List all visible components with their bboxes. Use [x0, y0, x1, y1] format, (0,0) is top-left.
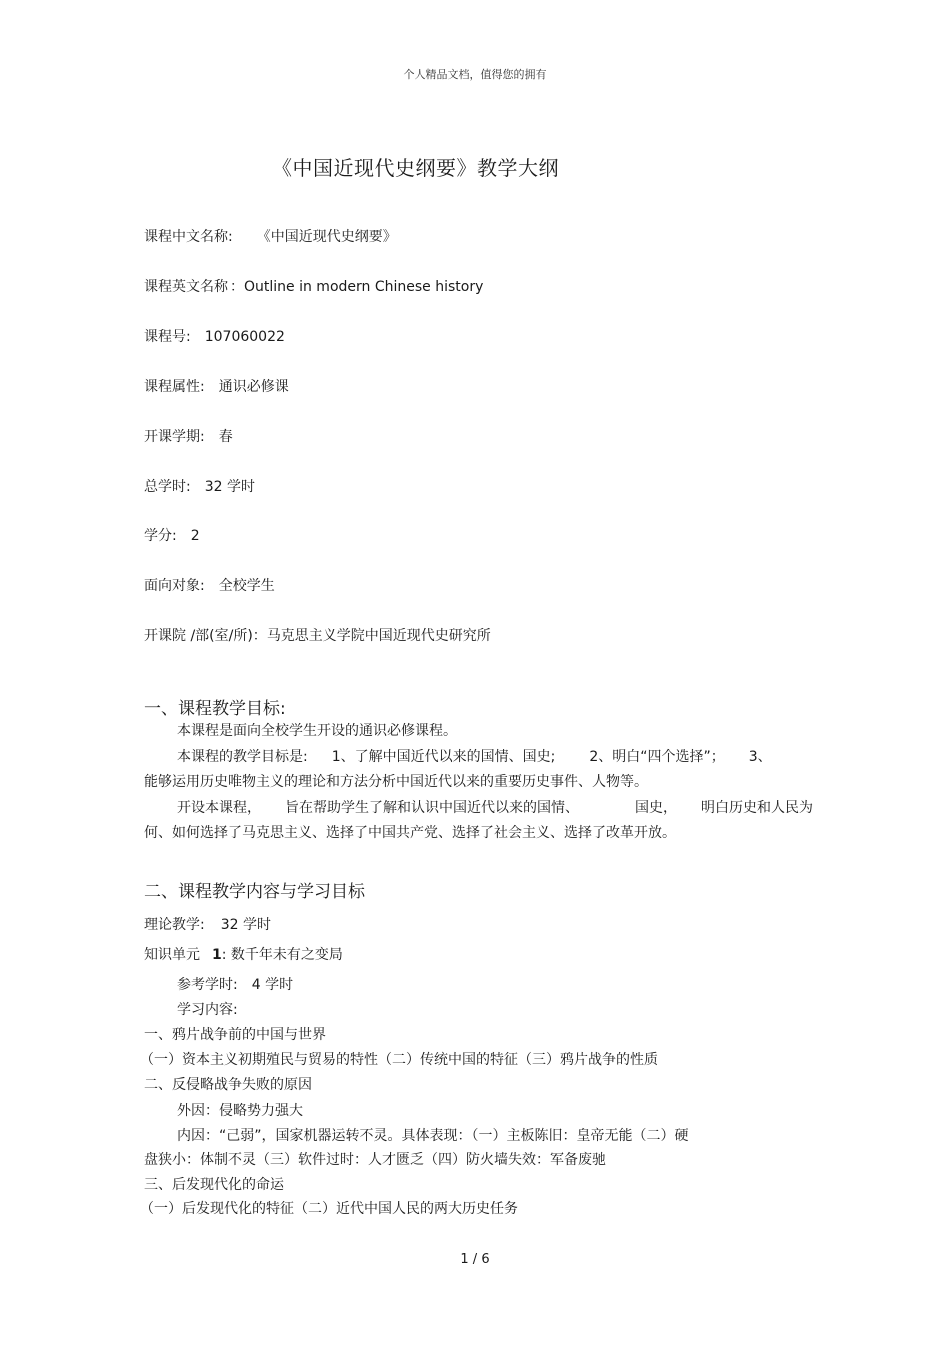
field-value: 32 学时: [204, 479, 255, 495]
field-label: 课程属性:: [144, 379, 205, 395]
text-run: 1、了解中国近代以来的国情、国史;: [331, 749, 556, 765]
field-value: 春: [218, 429, 233, 445]
field-department: [144, 625, 491, 645]
content-line: 盘狭小：体制不灵（三）软件过时：人才匮乏（四）防火墙失效：军备废驰: [144, 1152, 606, 1168]
knowledge-unit-title: [144, 944, 343, 964]
page-header: 个人精品文档，值得您的拥有: [403, 68, 547, 81]
content-line: 二、反侵略战争失败的原因: [144, 1077, 312, 1093]
field-value: 32 学时: [220, 917, 271, 933]
field-label: 课程英文名称: [144, 279, 228, 295]
field-label: 理论教学:: [144, 917, 205, 933]
section-1-paragraph-2-line-2: 能够运用历史唯物主义的理论和方法分析中国近代以来的重要历史事件、人物等。: [144, 774, 648, 790]
field-value: 4 学时: [251, 977, 294, 993]
content-line: 三、后发现代化的命运: [144, 1177, 284, 1193]
field-value: 2: [190, 528, 200, 544]
section-1-paragraph-3-line-2: 何、如何选择了马克思主义、选择了中国共产党、选择了社会主义、选择了改革开放。: [144, 825, 676, 841]
field-course-attribute: [144, 376, 289, 396]
text-run: 知识单元: [144, 947, 200, 963]
unit-number: 1: [212, 947, 222, 963]
field-value: 马克思主义学院中国近现代史研究所: [266, 628, 491, 644]
theory-hours: [144, 914, 271, 934]
field-audience: [144, 575, 275, 595]
content-line: 外因：侵略势力强大: [177, 1103, 303, 1119]
learning-content-label: 学习内容:: [177, 1002, 238, 1018]
field-label: 开课院 /部(室/所)：: [144, 628, 267, 644]
field-label: 参考学时:: [177, 977, 238, 993]
text-run: 明白历史和人民为: [701, 800, 813, 816]
section-1-paragraph-2: [177, 746, 772, 766]
field-label: 课程号:: [144, 329, 191, 345]
field-value: 《中国近现代史纲要》: [256, 229, 397, 245]
section-1-paragraph-3: [177, 797, 813, 817]
field-term: [144, 426, 233, 446]
text-run: 本课程的教学目标是:: [177, 749, 308, 765]
field-value: 全校学生: [218, 578, 275, 594]
reference-hours: [177, 974, 293, 994]
section-1-heading: 一、课程教学目标:: [144, 699, 286, 719]
field-credit: [144, 525, 200, 545]
content-line: 一、鸦片战争前的中国与世界: [144, 1027, 326, 1043]
field-value: ：Outline in modern Chinese history: [230, 279, 484, 295]
field-en-name: [144, 276, 483, 296]
field-course-code: [144, 326, 285, 346]
page-number: 1 / 6: [460, 1252, 490, 1267]
field-cn-name: [144, 226, 397, 246]
section-1-paragraph-1: 本课程是面向全校学生开设的通识必修课程。: [177, 723, 457, 739]
content-line: 内因：“己弱”，国家机器运转不灵。具体表现：（一）主板陈旧：皇帝无能（二）硬: [177, 1128, 689, 1144]
field-label: 面向对象:: [144, 578, 205, 594]
text-run: : 数千年未有之变局: [221, 947, 343, 963]
document-title: 《中国近现代史纲要》教学大纲: [272, 156, 559, 180]
field-label: 总学时:: [144, 479, 191, 495]
field-total-hours: [144, 476, 255, 496]
text-run: 国史，: [635, 800, 677, 816]
content-line: （一）资本主义初期殖民与贸易的特性（二）传统中国的特征（三）鸦片战争的性质: [140, 1052, 658, 1068]
section-2-heading: 二、课程教学内容与学习目标: [144, 882, 365, 902]
content-line: （一）后发现代化的特征（二）近代中国人民的两大历史任务: [140, 1201, 518, 1217]
field-label: 开课学期:: [144, 429, 205, 445]
field-label: 学分:: [144, 528, 177, 544]
field-label: 课程中文名称:: [144, 229, 233, 245]
field-value: 通识必修课: [218, 379, 289, 395]
text-run: 2、明白“四个选择”；: [589, 749, 725, 765]
text-run: 旨在帮助学生了解和认识中国近代以来的国情、: [285, 800, 579, 816]
field-value: 107060022: [204, 329, 285, 345]
text-run: 3、: [748, 749, 772, 765]
text-run: 开设本课程，: [177, 800, 261, 816]
